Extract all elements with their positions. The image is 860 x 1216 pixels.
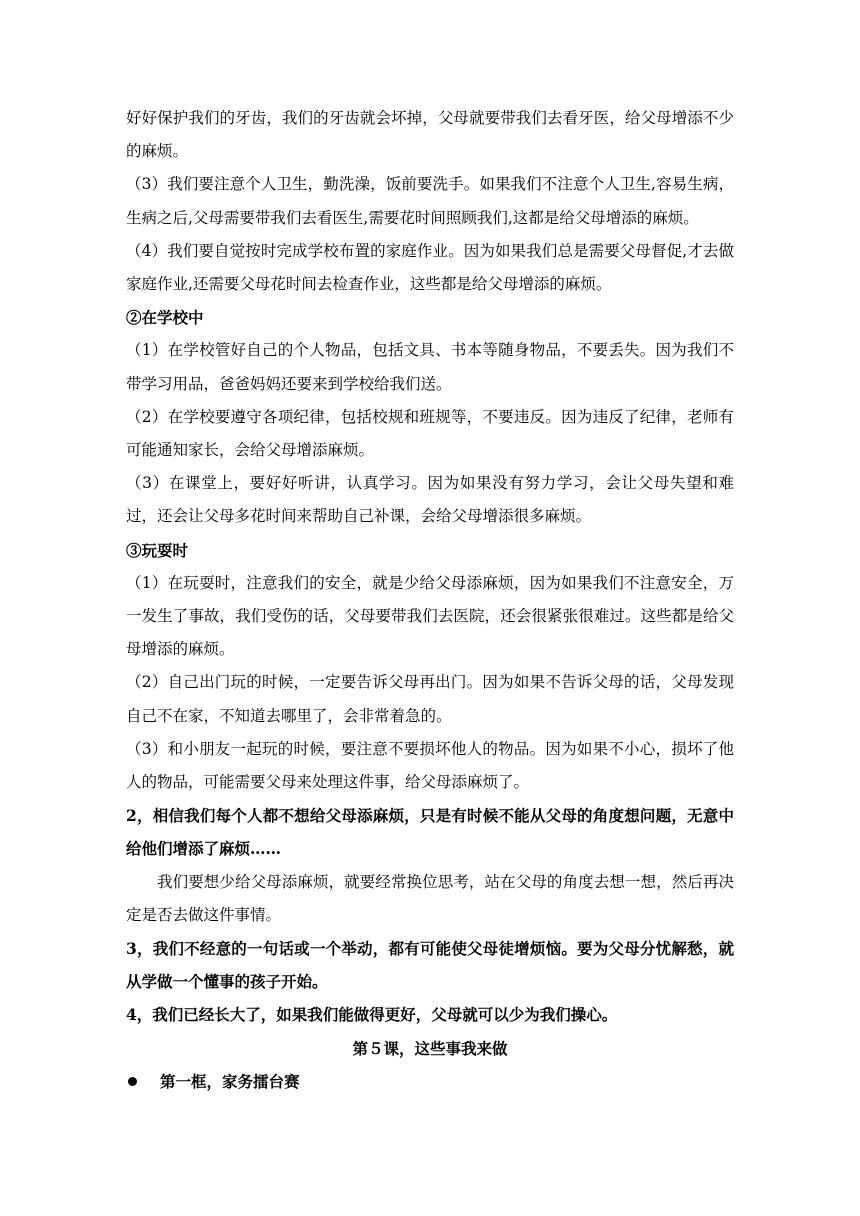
heading-at-school: ②在学校中 — [126, 308, 204, 328]
paragraph-home-3: （3）我们要注意个人卫生，勤洗澡，饭前要洗手。如果我们不注意个人卫生,容易生病，生病之后,父母需要带我们去看医生,需要花时间照顾我们,这都是给父母增添的麻烦。 — [126, 175, 734, 227]
paragraph-home-4: （4）我们要自觉按时完成学校布置的家庭作业。因为如果我们总是需要父母督促,才去做家庭作业,还需要父母花时间去检查作业，这些都是给父母增添的麻烦。 — [126, 241, 734, 294]
paragraph-empathy: 我们要想少给父母添麻烦，就要经常换位思考，站在父母的角度去想一想，然后再决定是否去做这件事情。 — [126, 872, 734, 924]
point-2: 2，相信我们每个人都不想给父母添麻烦，只是有时候不能从父母的角度想问题，无意中给他们增添了麻烦…… — [126, 806, 734, 859]
paragraph-teeth-continued: 好好保护我们的牙齿，我们的牙齿就会坏掉，父母就要带我们去看牙医，给父母增添不少的麻烦。 — [126, 109, 734, 161]
point-4: 4，我们已经长大了，如果我们能做得更好，父母就可以少为我们操心。 — [126, 1005, 618, 1025]
paragraph-school-1: （1）在学校管好自己的个人物品，包括文具、书本等随身物品，不要丢失。因为我们不带学习用品，爸爸妈妈还要来到学校给我们送。 — [126, 341, 734, 393]
paragraph-school-3: （3）在课堂上，要好好听讲，认真学习。因为如果没有努力学习，会让父母失望和难过，还会让父母多花时间来帮助自己补课，会给父母增添很多麻烦。 — [126, 474, 734, 526]
bullet-dot-icon — [128, 1077, 137, 1086]
bullet-item — [126, 1065, 734, 1098]
paragraph-play-1: （1）在玩耍时，注意我们的安全，就是少给父母添麻烦，因为如果我们不注意安全，万一发生了事故，我们受伤的话，父母要带我们去医院，还会很紧张很难过。这些都是给父母增添的麻烦。 — [126, 573, 734, 659]
bullet-item-label: 第一框，家务擂台赛 — [160, 1071, 300, 1091]
lesson-title: 第５课，这些事我来做 — [352, 1038, 508, 1058]
paragraph-play-3: （3）和小朋友一起玩的时候，要注意不要损坏他人的物品。因为如果不小心，损坏了他人的物品，可能需要父母来处理这件事，给父母添麻烦了。 — [126, 739, 734, 792]
heading-playing: ③玩耍时 — [126, 540, 189, 560]
paragraph-school-2: （2）在学校要遵守各项纪律，包括校规和班规等，不要违反。因为违反了纪律，老师有可能通知家长，会给父母增添麻烦。 — [126, 407, 734, 460]
point-3: 3，我们不经意的一句话或一个举动，都有可能使父母徒增烦恼。要为父母分忧解愁，就从学做一个懂事的孩子开始。 — [126, 939, 734, 992]
paragraph-play-2: （2）自己出门玩的时候，一定要告诉父母再出门。因为如果不告诉父母的话，父母发现自己不在家，不知道去哪里了，会非常着急的。 — [126, 673, 734, 725]
